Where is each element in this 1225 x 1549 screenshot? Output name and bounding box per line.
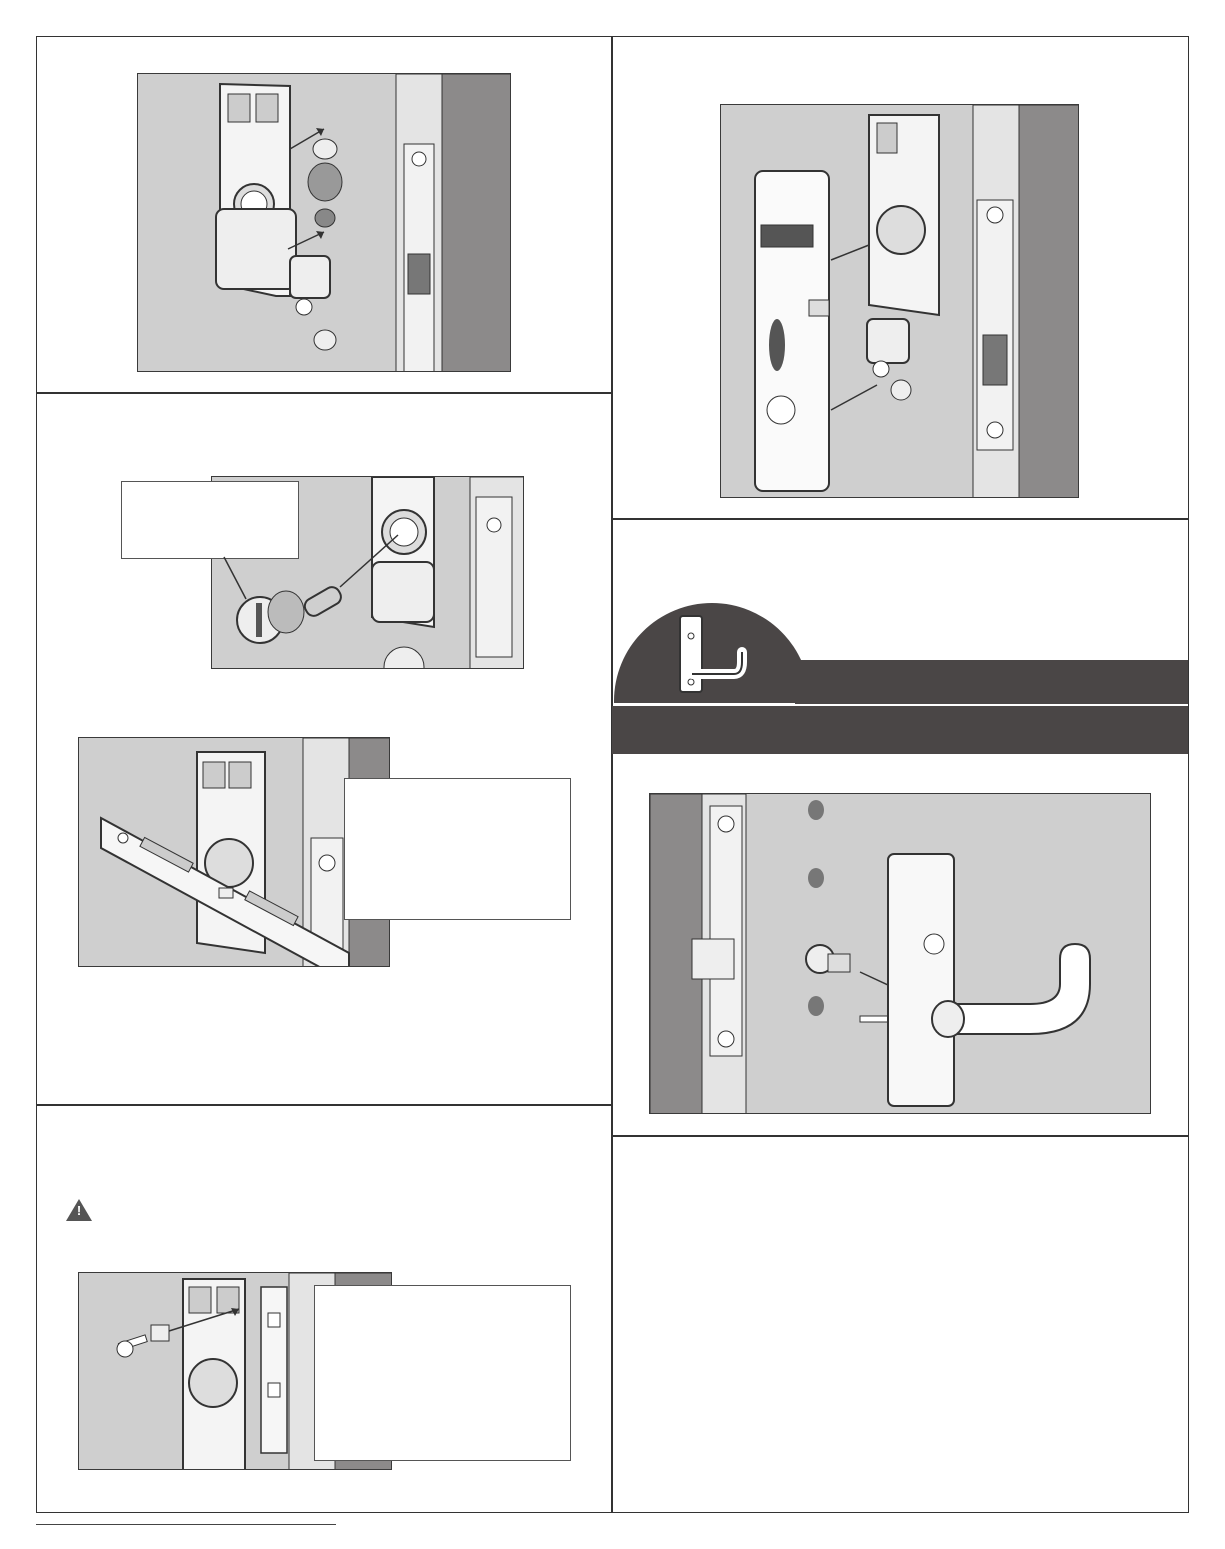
section-band-bottom (612, 706, 1188, 754)
divider-left-2 (36, 1104, 612, 1106)
illustration-mounting-plate-drawing (721, 105, 1079, 498)
illustration-escutcheon-gaskets-drawing (138, 74, 511, 372)
warning-icon-mark: ! (76, 1203, 82, 1218)
illustration-lever-install (649, 793, 1151, 1114)
section-band-top (795, 660, 1188, 704)
callout-leader-cylinder (210, 555, 250, 605)
illustration-escutcheon-gaskets (137, 73, 511, 372)
callout-box-cylinder (121, 481, 299, 559)
callout-box-screw (314, 1285, 571, 1461)
divider-left-1 (36, 392, 612, 394)
divider-right-1 (611, 518, 1189, 520)
callout-box-level (344, 778, 571, 920)
divider-right-2 (611, 1135, 1189, 1137)
illustration-mounting-plate (720, 104, 1079, 498)
lever-handle-icon (668, 612, 748, 696)
footer-rule (36, 1524, 336, 1525)
illustration-lever-install-drawing (650, 794, 1151, 1114)
column-divider (611, 36, 613, 1513)
